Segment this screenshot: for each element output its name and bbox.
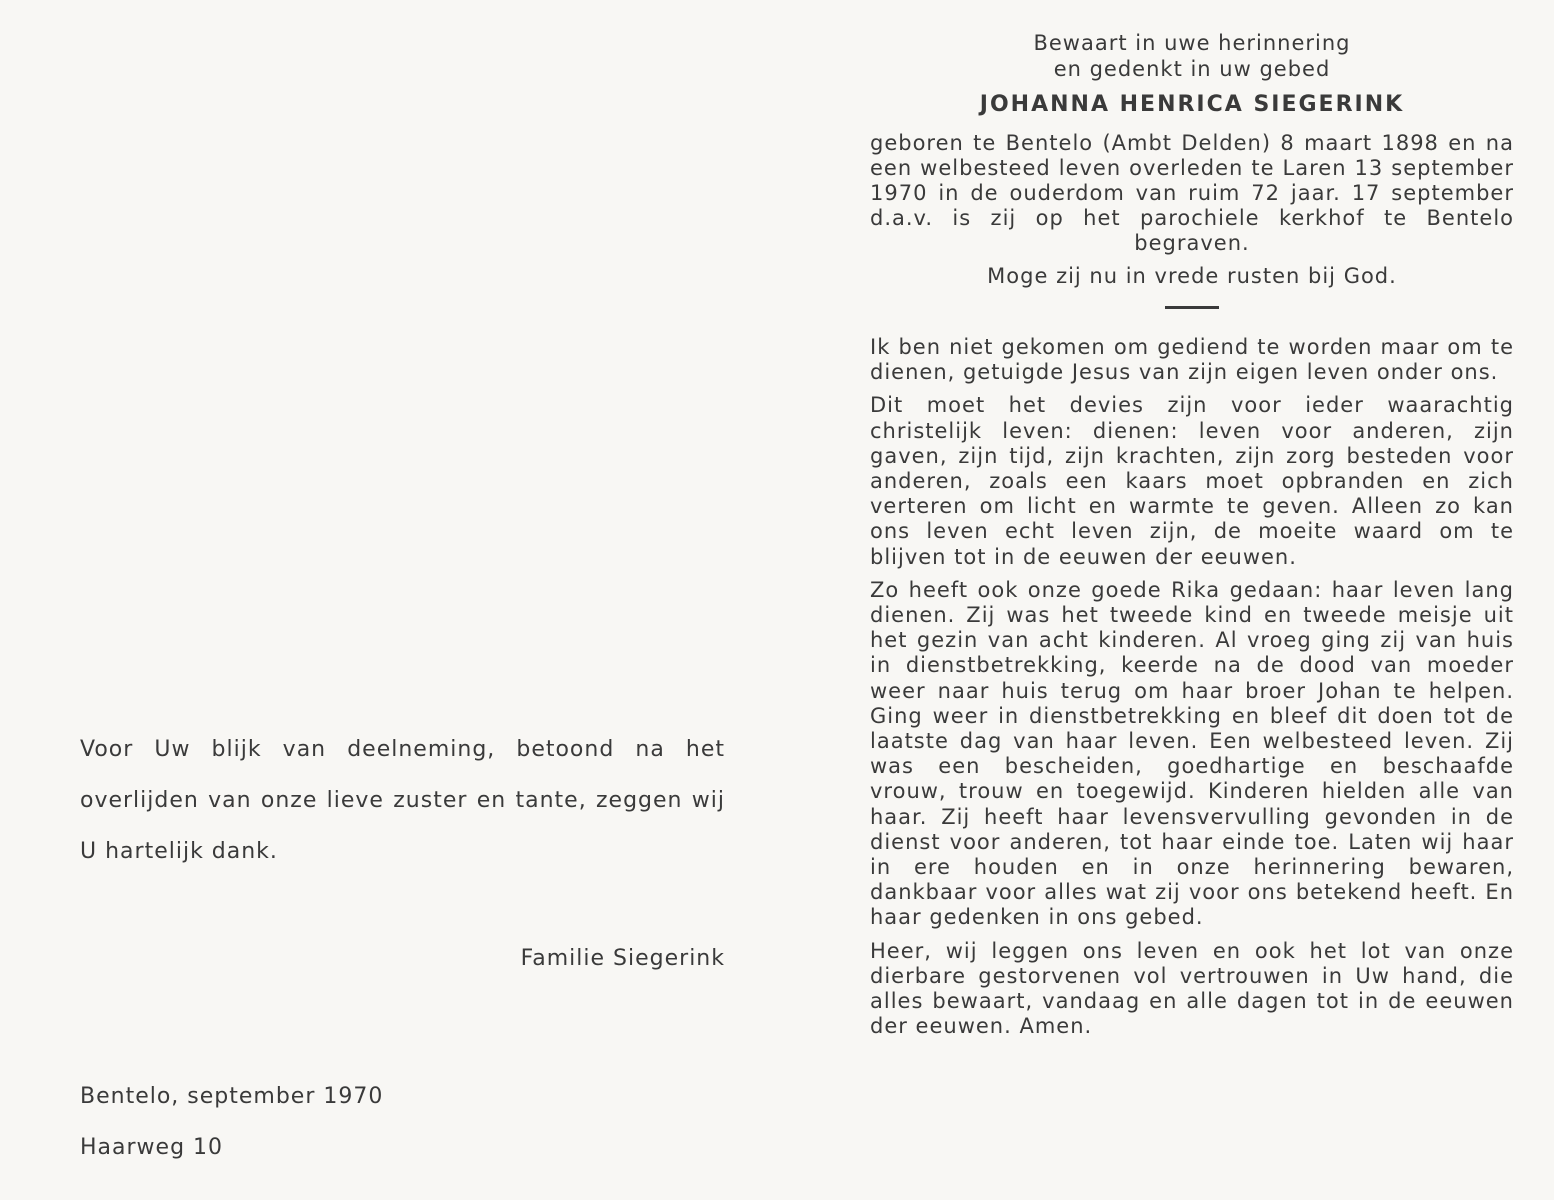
thanks-text: Voor Uw blijk van deelneming, betoond na het overlijden van onze lieve zuster en tante, zeggen wij U hartelijk dank. [80, 737, 725, 864]
divider-rule [1165, 306, 1219, 309]
rest-in-peace-line: Moge zij nu in vrede rusten bij God. [987, 264, 1397, 288]
paragraph-3: Zo heeft ook onze goede Rika gedaan: haar leven lang dienen. Zij was het tweede kind en tweede meisje uit het gezin van acht kinderen. Al vroeg ging zij van huis in dienstbetrekking, keerde na de dood van moeder weer naar huis terug om haar broer Johan te helpen. Ging weer in dienstbetrekking en bleef dit doen tot de laatste dag van haar leven. Een welbesteed leven. Zij was een bescheiden, goedhartige en beschaafde vrouw, trouw en toegewijd. Kinderen hielden alle van haar. Zij heeft haar levensvervulling gevonden in de dienst voor anderen, tot haar einde toe. Laten wij haar in ere houden en in onze herinnering bewaren, dankbaar voor alles wat zij voor ons betekend heeft. En haar gedenken in ons gebed. [870, 577, 1514, 930]
intro-line-2: en gedenkt in uw gebed [1053, 57, 1331, 81]
paragraph-4: Heer, wij leggen ons leven en ook het lot van onze dierbare gestorvenen vol vertrouwen in Uw hand, die alles bewaart, vandaag en alle dagen tot in de eeuwen der eeuwen. Amen. [870, 938, 1514, 1039]
biography: geboren te Bentelo (Ambt Delden) 8 maart 1898 en na een welbesteed leven overleden te Laren 13 september 1970 in de ouderdom van ruim 72 jaar. 17 september d.a.v. is zij op het parochiele kerkhof te Bentelo begraven. [870, 131, 1514, 255]
place-date: Bentelo, september 1970 [80, 1084, 384, 1109]
memorial-text-column [870, 30, 1514, 1047]
paragraph-1: Ik ben niet gekomen om gediend te worden maar om te dienen, getuigde Jesus van zijn eigen leven onder ons. [870, 335, 1514, 385]
paragraph-2: Dit moet het devies zijn voor ieder waarachtig christelijk leven: dienen: leven voor anderen, zijn gaven, zijn tijd, zijn krachten, zijn zorg besteden voor anderen, zoals een kaars moet opbranden en zich verteren om licht en warmte te geven. Alleen zo kan ons leven echt leven zijn, de moeite waard om te blijven tot in de eeuwen der eeuwen. [870, 393, 1514, 569]
intro-line-1: Bewaart in uwe herinnering [1033, 31, 1351, 55]
family-signature: Familie Siegerink [520, 946, 725, 971]
deceased-name: JOHANNA HENRICA SIEGERINK [979, 92, 1405, 117]
address: Haarweg 10 [80, 1135, 224, 1160]
